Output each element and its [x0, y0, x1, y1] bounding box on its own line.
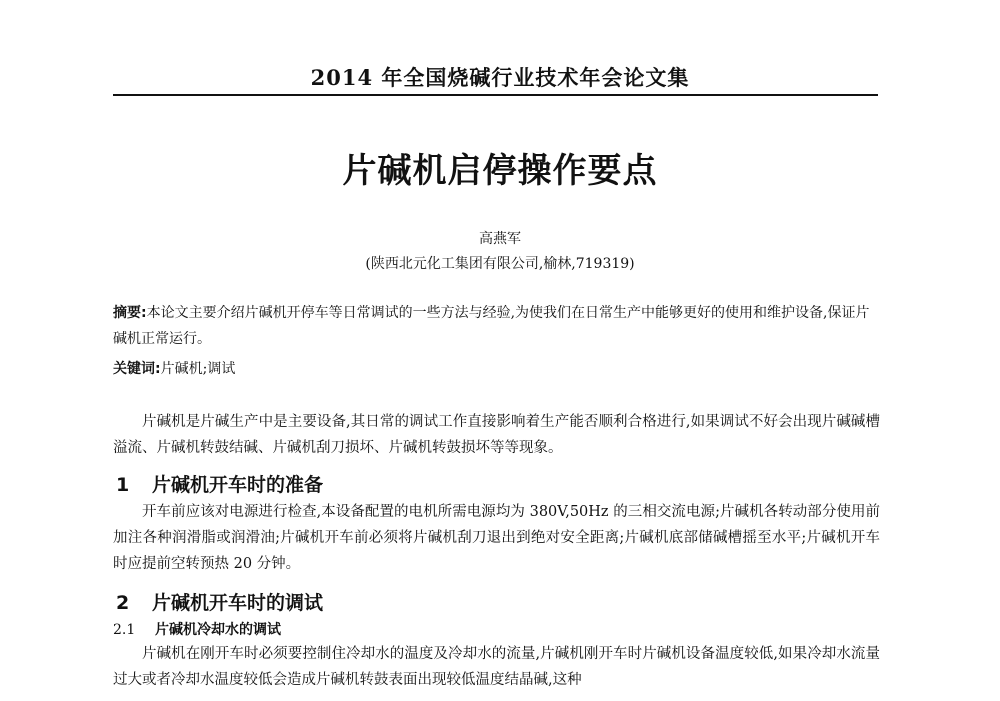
section-1-heading	[116, 470, 323, 497]
section-2-heading	[116, 588, 323, 615]
keywords	[113, 356, 880, 382]
section-1-title: 片碱机开车时的准备	[152, 474, 324, 496]
abstract	[113, 300, 880, 352]
affiliation: (陕西北元化工集团有限公司,榆林,719319)	[365, 256, 635, 272]
keywords-label: 关键词:	[113, 361, 161, 377]
keywords-text: 片碱机;调试	[160, 361, 236, 377]
section-1-text: 开车前应该对电源进行检查,本设备配置的电机所需电源均为 380V,50Hz 的三相交流电源;片碱机各转动部分使用前加注各种润滑脂或润滑油;片碱机开车前必须将片碱机刮刀退出到绝对安全距离;片碱机底部储碱槽摇至水平;片碱机开车时应提前空转预热 20 分钟。	[113, 504, 880, 572]
author: 高燕军	[479, 231, 521, 247]
subsection-2-1-text: 片碱机在刚开车时必须要控制住冷却水的温度及冷却水的流量,片碱机刚开车时片碱机设备温度较低,如果冷却水流量过大或者冷却水温度较低会造成片碱机转鼓表面出现较低温度结晶碱,这种	[113, 646, 880, 688]
running-head: 2014 年全国烧碱行业技术年会论文集	[310, 65, 690, 90]
header-rule	[113, 94, 878, 96]
section-2-title: 片碱机开车时的调试	[152, 592, 324, 614]
section-1-number: 1	[116, 474, 130, 496]
subsection-2-1-heading	[113, 619, 281, 639]
abstract-text: 本论文主要介绍片碱机开停车等日常调试的一些方法与经验,为使我们在日常生产中能够更好的使用和维护设备,保证片碱机正常运行。	[113, 305, 870, 347]
subsection-2-1-paragraph	[113, 641, 880, 693]
intro-paragraph	[113, 409, 880, 461]
subsection-2-1-number: 2.1	[113, 622, 136, 638]
section-1-paragraph	[113, 499, 880, 577]
intro-text: 片碱机是片碱生产中是主要设备,其日常的调试工作直接影响着生产能否顺利合格进行,如果调试不好会出现片碱碱槽溢流、片碱机转鼓结碱、片碱机刮刀损坏、片碱机转鼓损坏等等现象。	[113, 414, 880, 456]
subsection-2-1-title: 片碱机冷却水的调试	[155, 622, 281, 638]
section-2-number: 2	[116, 592, 130, 614]
paper-title: 片碱机启停操作要点	[342, 151, 658, 191]
abstract-label: 摘要:	[113, 305, 147, 321]
